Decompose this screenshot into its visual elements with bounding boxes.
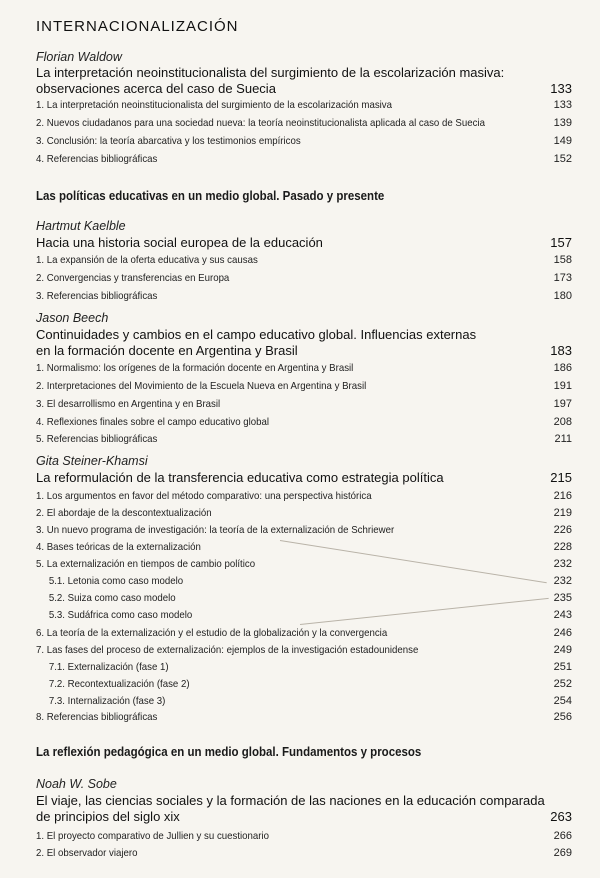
page-number: 226 <box>553 524 572 536</box>
toc-entry <box>36 830 572 844</box>
chapter-title-beech <box>36 327 572 359</box>
toc-entry <box>36 627 572 641</box>
entry-label: 1. El proyecto comparativo de Jullien y su cuestionario <box>36 830 270 842</box>
page-number: 183 <box>550 343 572 358</box>
toc-subentry <box>36 695 572 709</box>
toc-entry <box>36 290 572 304</box>
page-number: 252 <box>553 678 572 690</box>
toc-entry <box>36 99 572 113</box>
entry-label: 5.1. Letonia como caso modelo <box>48 575 184 587</box>
title-line: Hacia una historia social europea de la educación <box>36 235 323 250</box>
page-number: 152 <box>553 153 572 165</box>
page-number: 219 <box>553 507 572 519</box>
page-number: 139 <box>553 117 572 129</box>
page-number: 263 <box>550 809 572 824</box>
page-number: 269 <box>553 847 572 859</box>
page-number: 228 <box>553 541 572 553</box>
page-number: 157 <box>550 235 572 250</box>
entry-label: 7.3. Internalización (fase 3) <box>48 695 166 707</box>
toc-entry <box>36 433 572 447</box>
toc-entry <box>36 490 572 504</box>
entry-label: 5.2. Suiza como caso modelo <box>48 592 176 604</box>
page-number: 149 <box>553 135 572 147</box>
entry-label: 2. El abordaje de la descontextualización <box>36 507 212 519</box>
page-number: 246 <box>553 627 572 639</box>
entry-label: 1. La interpretación neoinstitucionalista del surgimiento de la escolarización masiva <box>36 99 393 111</box>
toc-entry <box>36 254 572 268</box>
entry-label: 5.3. Sudáfrica como caso modelo <box>48 609 193 621</box>
entry-label: 1. Normalismo: los orígenes de la formación docente en Argentina y Brasil <box>36 362 354 374</box>
page-number: 191 <box>553 380 572 392</box>
page-number: 133 <box>553 99 572 111</box>
page-number: 243 <box>553 609 572 621</box>
entry-label: 1. Los argumentos en favor del método comparativo: una perspectiva histórica <box>36 490 372 502</box>
toc-entry <box>36 524 572 538</box>
entry-label: 2. Nuevos ciudadanos para una sociedad nueva: la teoría neoinstitucionalista aplicada al caso de Suecia <box>36 117 485 129</box>
section-heading: Las políticas educativas en un medio global. Pasado y presente <box>36 189 385 203</box>
page-number: 235 <box>553 592 572 604</box>
entry-label: 7.1. Externalización (fase 1) <box>48 661 169 673</box>
page-number: 180 <box>553 290 572 302</box>
entry-label: 4. Referencias bibliográficas <box>36 153 158 165</box>
entry-label: 2. El observador viajero <box>36 847 138 859</box>
page-number: 133 <box>550 81 572 96</box>
toc-entry <box>36 711 572 725</box>
entry-label: 3. Un nuevo programa de investigación: la teoría de la externalización de Schriewer <box>36 524 395 536</box>
entry-label: 8. Referencias bibliográficas <box>36 711 158 723</box>
entry-label: 3. Referencias bibliográficas <box>36 290 158 302</box>
page-number: 254 <box>553 695 572 707</box>
toc-subentry <box>36 661 572 675</box>
toc-entry <box>36 416 572 430</box>
toc-subentry <box>36 575 572 589</box>
page-number: 215 <box>550 470 572 485</box>
toc-entry <box>36 847 572 861</box>
entry-label: 6. La teoría de la externalización y el estudio de la globalización y la convergencia <box>36 627 388 639</box>
chapter-title-waldow <box>36 65 572 97</box>
page-number: 232 <box>553 575 572 587</box>
author-beech: Jason Beech <box>36 311 109 325</box>
title-line: El viaje, las ciencias sociales y la formación de las naciones en la educación comparada <box>36 793 545 808</box>
page-number: 197 <box>553 398 572 410</box>
entry-label: 1. La expansión de la oferta educativa y sus causas <box>36 254 258 266</box>
title-line: La reformulación de la transferencia educativa como estrategia política <box>36 470 444 485</box>
chapter-title-sobe <box>36 793 572 825</box>
page-number: 216 <box>553 490 572 502</box>
author-waldow: Florian Waldow <box>36 50 122 64</box>
author-sobe: Noah W. Sobe <box>36 777 117 791</box>
page-number: 256 <box>553 711 572 723</box>
toc-entry <box>36 117 572 131</box>
toc-entry <box>36 362 572 376</box>
toc-entry <box>36 380 572 394</box>
title-line: observaciones acerca del caso de Suecia <box>36 81 276 96</box>
title-line: La interpretación neoinstitucionalista del surgimiento de la escolarización masiva: <box>36 65 505 80</box>
toc-entry <box>36 507 572 521</box>
toc-entry <box>36 272 572 286</box>
toc-subentry <box>36 609 572 623</box>
toc-entry <box>36 398 572 412</box>
page-number: 232 <box>553 558 572 570</box>
entry-label: 4. Reflexiones finales sobre el campo educativo global <box>36 416 270 428</box>
toc-entry <box>36 135 572 149</box>
page-number: 266 <box>553 830 572 842</box>
toc-entry <box>36 644 572 658</box>
toc-entry <box>36 153 572 167</box>
entry-label: 3. Conclusión: la teoría abarcativa y los testimonios empíricos <box>36 135 301 147</box>
page-number: 173 <box>553 272 572 284</box>
entry-label: 2. Interpretaciones del Movimiento de la Escuela Nueva en Argentina y Brasil <box>36 380 367 392</box>
entry-label: 4. Bases teóricas de la externalización <box>36 541 201 553</box>
page-number: 211 <box>554 433 572 445</box>
entry-label: 3. El desarrollismo en Argentina y en Brasil <box>36 398 221 410</box>
entry-label: 7.2. Recontextualización (fase 2) <box>48 678 190 690</box>
entry-label: 5. Referencias bibliográficas <box>36 433 158 445</box>
page-number: 249 <box>553 644 572 656</box>
section-heading: La reflexión pedagógica en un medio global. Fundamentos y procesos <box>36 745 422 759</box>
page-header: INTERNACIONALIZACIÓN <box>36 18 239 35</box>
author-kaelble: Hartmut Kaelble <box>36 219 126 233</box>
toc-entry <box>36 558 572 572</box>
entry-label: 7. Las fases del proceso de externalización: ejemplos de la investigación estadounidense <box>36 644 419 656</box>
chapter-title-kaelble <box>36 235 572 251</box>
page-number: 208 <box>553 416 572 428</box>
chapter-title-steiner-khamsi <box>36 470 572 486</box>
page-number: 251 <box>553 661 572 673</box>
title-line: en la formación docente en Argentina y Brasil <box>36 343 298 358</box>
title-line: de principios del siglo xix <box>36 809 180 824</box>
title-line: Continuidades y cambios en el campo educativo global. Influencias externas <box>36 327 477 342</box>
toc-subentry <box>36 678 572 692</box>
author-steiner-khamsi: Gita Steiner-Khamsi <box>36 454 148 468</box>
entry-label: 2. Convergencias y transferencias en Europa <box>36 272 230 284</box>
entry-label: 5. La externalización en tiempos de cambio político <box>36 558 256 570</box>
page-number: 186 <box>553 362 572 374</box>
page-number: 158 <box>553 254 572 266</box>
